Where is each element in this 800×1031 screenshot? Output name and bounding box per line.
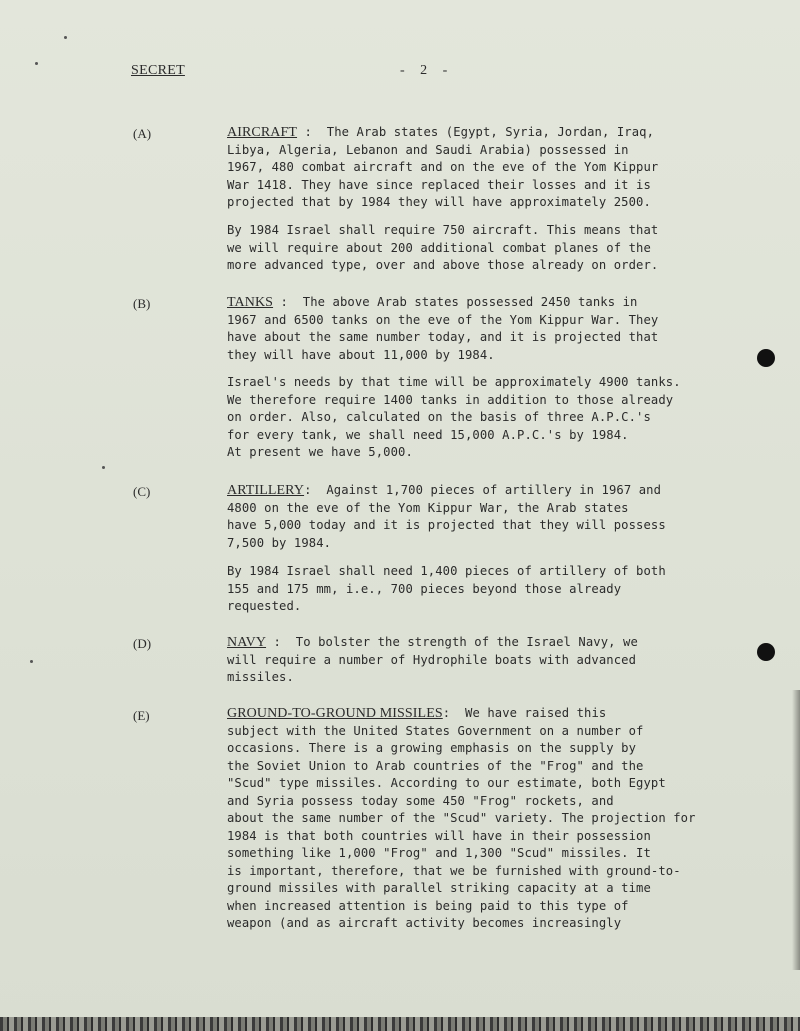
section-a-paragraph-1 <box>227 124 747 212</box>
section-e-heading-separator: : <box>442 706 451 720</box>
section-e-text-1: We have raised this subject with the United States Government on a number of occasions. There is a growing emphasis on the supply by the Soviet Union to Arab countries of the "Frog" and the "Scud" type missiles. According to our estimate, both Egypt and Syria possess today some 450 "Frog" rockets, and about the same number of the "Scud" variety. The projection for 1984 is that both countries will have in their possession something like 1,000 "Frog" and 1,300 "Scud" missiles. It is important, therefore, that we be furnished with ground-to- ground missiles with parallel striking capacity at a time when increased attention is being paid to this type of weapon (and as aircraft activity becomes increasingly <box>227 706 696 930</box>
section-letter-a: (A) <box>133 126 152 141</box>
section-e-paragraph-1 <box>227 705 757 933</box>
scan-edge-right <box>792 690 800 970</box>
section-a-text-1: The Arab states (Egypt, Syria, Jordan, Iraq, Libya, Algeria, Lebanon and Saudi Arabia) possessed in 1967, 480 combat aircraft and on the eve of the Yom Kippur War 1418. They have since replaced their losses and it is projected that by 1984 they will have approximately 2500. <box>227 125 659 209</box>
section-c-paragraph-2: By 1984 Israel shall need 1,400 pieces of artillery of both 155 and 175 mm, i.e., 700 pieces beyond those already requested. <box>227 564 666 613</box>
section-a-heading: AIRCRAFT <box>227 125 298 140</box>
section-d-heading-separator: : <box>266 635 281 649</box>
section-a-heading-separator: : <box>297 125 312 139</box>
section-b-text-1: The above Arab states possessed 2450 tanks in 1967 and 6500 tanks on the eve of the Yom Kippur War. They have about the same number today, and it is projected that they will have about 11,000 by 1984. <box>227 295 659 362</box>
section-letter-d: (D) <box>133 636 152 651</box>
section-b-paragraph-2: Israel's needs by that time will be approximately 4900 tanks. We therefore require 1400 tanks in addition to those already on order. Also, calculated on the basis of three A.P.C.'s for every tank, we shall need 15,000 A.P.C.'s by 1984. At present we have 5,000. <box>227 375 681 459</box>
section-a-paragraph-2: By 1984 Israel shall require 750 aircraft. This means that we will require about 200 additional combat planes of the more advanced type, over and above those already on order. <box>227 223 659 272</box>
section-b-heading-separator: : <box>273 295 288 309</box>
scan-edge-bottom <box>0 1017 800 1031</box>
binder-hole-mark-lower <box>757 643 775 661</box>
paper-speck <box>30 660 33 663</box>
binder-hole-mark-upper <box>757 349 775 367</box>
section-b-paragraph-1 <box>227 294 747 364</box>
paper-speck <box>35 62 38 65</box>
section-d-text-1: To bolster the strength of the Israel Navy, we will require a number of Hydrophile boats with advanced missiles. <box>227 635 638 684</box>
section-e-heading: GROUND-TO-GROUND MISSILES <box>227 706 443 721</box>
paper-speck <box>64 36 67 39</box>
page-number: - 2 - <box>400 63 454 78</box>
classification-marking: SECRET <box>131 63 185 78</box>
section-d-heading: NAVY <box>227 635 267 650</box>
section-c-paragraph-1 <box>227 482 747 552</box>
section-c-heading-separator: : <box>304 483 312 497</box>
section-letter-b: (B) <box>133 296 151 311</box>
paper-speck <box>102 466 105 469</box>
section-c-heading: ARTILLERY <box>227 483 305 498</box>
section-c-text-1: Against 1,700 pieces of artillery in 1967 and 4800 on the eve of the Yom Kippur War, the Arab states have 5,000 today and it is projected that they will possess 7,500 by 1984. <box>227 483 666 550</box>
section-d-paragraph-1 <box>227 634 747 687</box>
section-letter-c: (C) <box>133 484 151 499</box>
section-letter-e: (E) <box>133 708 150 723</box>
section-b-heading: TANKS <box>227 295 274 310</box>
